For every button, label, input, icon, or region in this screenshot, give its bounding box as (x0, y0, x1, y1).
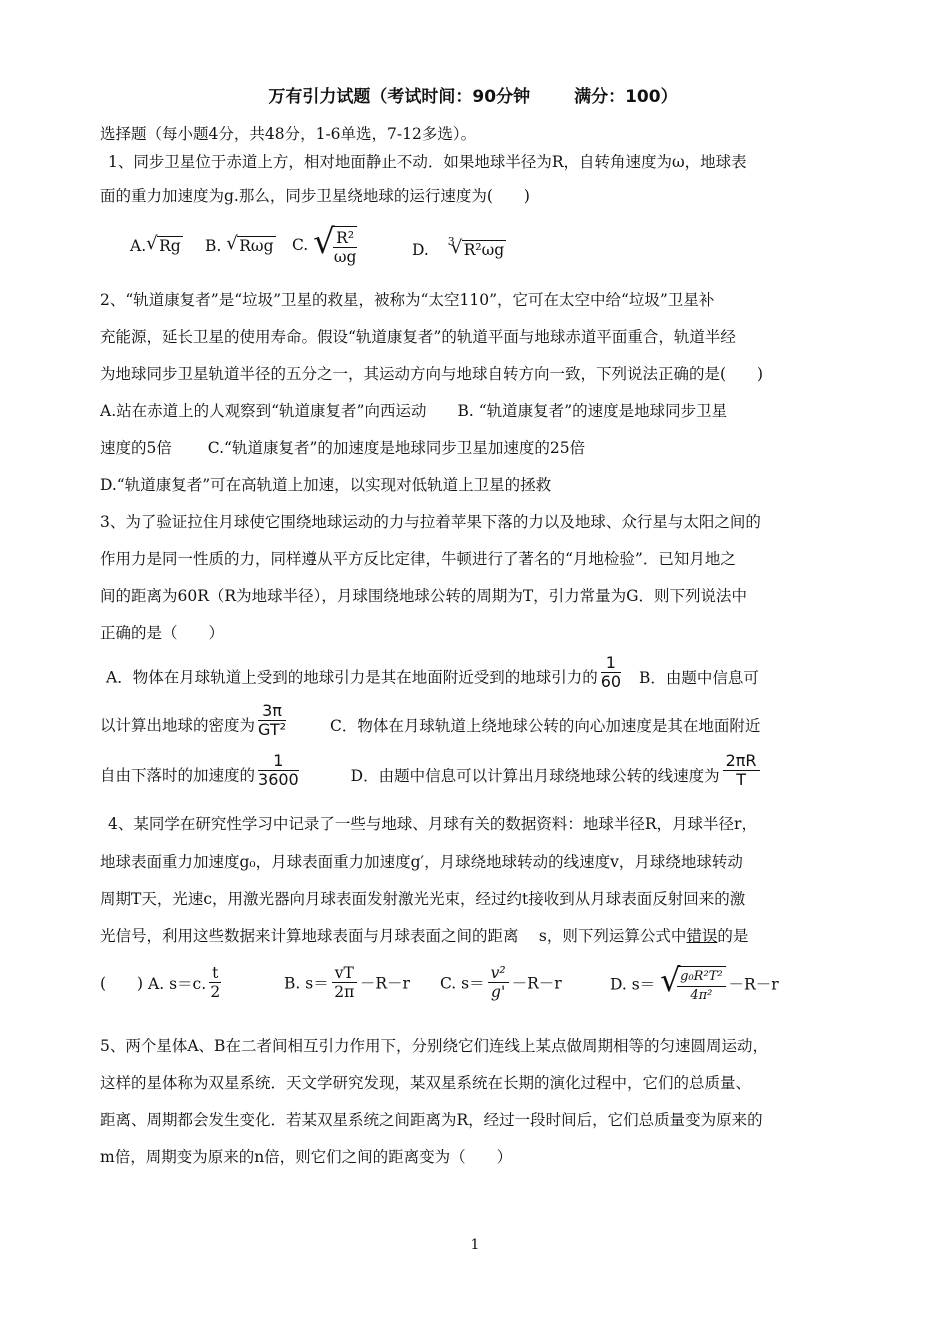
q5-stem-line3: 距离、周期都会发生变化．若某双星系统之间距离为R，经过一段时间后，它们总质量变为原来的 (100, 1111, 763, 1129)
q4-option-c: C. s＝ $\frac{\text{v²}}{g'}$ －R－r (440, 964, 562, 1001)
q1-option-c: C. √ $\frac{\text{R²}}{\omega g}$ (292, 222, 357, 266)
q3-stem-line2: 作用力是同一性质的力，同样遵从平方反比定律，牛顿进行了著名的“月地检验”．已知月地之 (100, 550, 736, 568)
q3-stem-line3: 间的距离为60R（R为地球半径），月球围绕地球公转的周期为T，引力常量为G．则下列说法中 (100, 587, 748, 605)
q4-underlined-word: 错误 (686, 927, 718, 945)
section-intro: 选择题（每小题4分，共48分，1-6单选，7-12多选）。 (100, 125, 477, 143)
q4-options: ( ) A. s＝c. $\frac{t}{2}$ (100, 966, 224, 1003)
q4-stem-line3: 周期T天，光速c，用激光器向月球表面发射激光光束，经过约t接收到从月球表面反射回来的激 (100, 890, 746, 908)
q1-c-denominator: ωg (333, 248, 357, 266)
q1-a-radicand: Rg (159, 237, 181, 255)
q1-stem-line1: 1、同步卫星位于赤道上方，相对地面静止不动．如果地球半径为R，自转角速度为ω，地球表 (108, 153, 747, 171)
q4-option-d: D. s＝ √ $\frac{\text{g₀R²T²}}{\text{4π²}}$ －R－r (610, 961, 779, 1003)
q2-option-d: D.“轨道康复者”可在高轨道上加速，以实现对低轨道上卫星的拯救 (100, 476, 552, 494)
q2-stem-line3: 为地球同步卫星轨道半径的五分之一，其运动方向与地球自转方向一致，下列说法正确的是( ) (100, 365, 764, 383)
q3-stem-line1: 3、为了验证拉住月球使它围绕地球运动的力与拉着苹果下落的力以及地球、众行星与太阳之间的 (100, 513, 761, 531)
q3-option-cd-line: 自由下落时的加速度的 $\frac{1}{3600}$ D．由题中信息可以计算出月球绕地球公转的线速度为 $\frac{2\pi R}{T}$ (100, 758, 812, 798)
q1-option-a: A.√ Rg (130, 236, 183, 256)
q3-option-bc-line: 以计算出地球的密度为 $\frac{3\pi}{\text{GT²}}$ C．物体在月球轨道上绕地球公转的向心加速度是其在地面附近 (100, 701, 761, 739)
q5-stem-line1: 5、两个星体A、B在二者间相互引力作用下，分别绕它们连线上某点做周期相等的匀速圆周运动， (100, 1037, 768, 1055)
q2-stem-line2: 充能源，延长卫星的使用寿命。假设“轨道康复者”的轨道平面与地球赤道平面重合，轨道半经 (100, 328, 736, 346)
q3-stem-line4: 正确的是（ ） (100, 624, 225, 642)
q4-stem-line1: 4、某同学在研究性学习中记录了一些与地球、月球有关的数据资料：地球半径R，月球半径r， (108, 815, 757, 833)
q1-stem-line2: 面的重力加速度为g.那么，同步卫星绕地球的运行速度为( ) (100, 187, 530, 205)
q5-stem-line2: 这样的星体称为双星系统．天文学研究发现，某双星系统在长期的演化过程中，它们的总质量、 (100, 1074, 752, 1092)
q2-options-line1: A.站在赤道上的人观察到“轨道康复者”向西运动 B. “轨道康复者”的速度是地球同步卫星 (100, 402, 728, 420)
q1-b-radicand: Rωg (239, 237, 274, 255)
q1-option-d: D. $^3$√ R²ωg (412, 236, 506, 260)
q1-d-radicand: R²ωg (463, 241, 505, 260)
page-number: 1 (470, 1237, 480, 1253)
q1-d-root-index: 3 (447, 235, 455, 248)
q4-option-b: B. s＝ $\frac{vT}{2\pi}$ －R－r (284, 964, 410, 1001)
q3-option-a-line: A．物体在月球轨道上受到的地球引力是其在地面附近受到的地球引力的 $\frac{1}{60}$ B．由题中信息可 (106, 653, 759, 691)
q5-stem-line4: m倍，周期变为原来的n倍，则它们之间的距离变为（ ） (100, 1148, 513, 1166)
q2-stem-line1: 2、“轨道康复者”是“垃圾”卫星的救星，被称为“太空110”，它可在太空中给“垃圾”卫星补 (100, 291, 715, 309)
q4-option-a: A. s＝c. $\frac{t}{2}$ (148, 964, 221, 1001)
title-main: 万有引力试题（考试时间：90分钟 (268, 87, 531, 107)
title-score: 满分：100） (574, 87, 678, 107)
q4-stem-line2: 地球表面重力加速度g₀，月球表面重力加速度g′，月球绕地球转动的线速度v，月球绕地球转动 (100, 853, 743, 871)
q1-option-b: B. √ Rωg (205, 236, 276, 256)
q4-stem-line4: 光信号，利用这些数据来计算地球表面与月球表面之间的距离 s，则下列运算公式中错误的是 (100, 927, 749, 945)
q2-options-line2: 速度的5倍 C.“轨道康复者”的加速度是地球同步卫星加速度的25倍 (100, 439, 586, 457)
page-title (0, 82, 950, 107)
q1-c-numerator: R² (333, 229, 357, 248)
